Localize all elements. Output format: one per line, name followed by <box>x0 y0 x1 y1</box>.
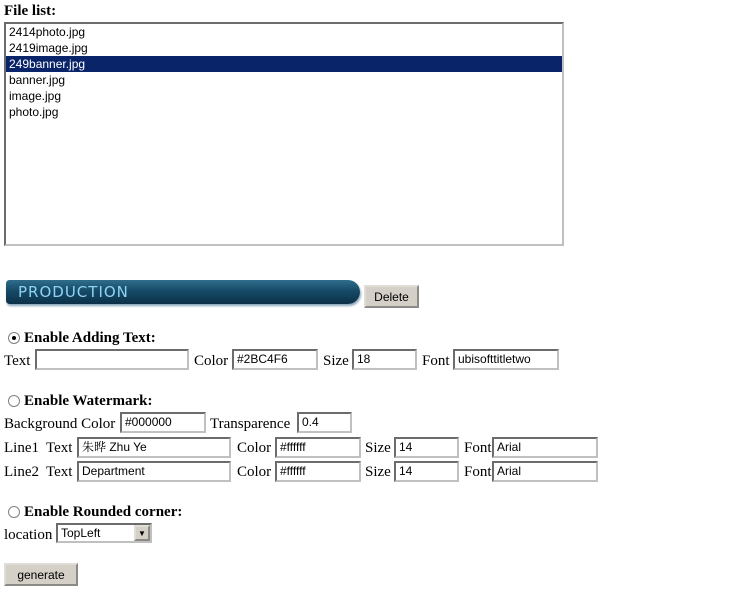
list-item-selected[interactable]: 249banner.jpg <box>6 56 562 72</box>
add-text-color-input[interactable]: #2BC4F6 <box>232 349 318 370</box>
line2-text-input[interactable]: Department <box>77 461 231 482</box>
line1-text-label: Text <box>46 440 73 456</box>
line1-color-input[interactable]: #ffffff <box>275 437 361 458</box>
add-text-heading: Enable Adding Text: <box>24 330 156 346</box>
production-banner: PRODUCTION <box>6 280 360 304</box>
watermark-heading: Enable Watermark: <box>24 393 153 409</box>
line1-color-label: Color <box>237 440 272 456</box>
file-listbox[interactable] <box>4 22 564 246</box>
line2-font-label: Font <box>464 464 492 480</box>
add-text-font-input[interactable]: ubisofttitletwo <box>453 349 559 370</box>
line2-font-input[interactable]: Arial <box>492 461 598 482</box>
line2-text-label: Text <box>46 464 73 480</box>
line1-font-label: Font <box>464 440 492 456</box>
line1-label: Line1 <box>4 440 39 456</box>
add-text-radio[interactable] <box>8 332 20 344</box>
line2-size-label: Size <box>365 464 391 480</box>
watermark-transparence-label: Transparence <box>210 416 291 432</box>
add-text-size-input[interactable]: 18 <box>352 349 417 370</box>
line1-size-input[interactable]: 14 <box>394 437 459 458</box>
line2-size-input[interactable]: 14 <box>394 461 459 482</box>
line2-color-input[interactable]: #ffffff <box>275 461 361 482</box>
file-list-label: File list: <box>4 3 57 19</box>
delete-button[interactable]: Delete <box>364 285 419 308</box>
watermark-radio[interactable] <box>8 395 20 407</box>
list-item[interactable]: photo.jpg <box>9 105 59 119</box>
list-item[interactable]: banner.jpg <box>9 73 66 87</box>
rounded-heading: Enable Rounded corner: <box>24 504 183 520</box>
list-item[interactable]: 2414photo.jpg <box>9 25 86 39</box>
location-select[interactable] <box>56 523 152 543</box>
rounded-radio[interactable] <box>8 506 20 518</box>
add-text-color-label: Color <box>194 353 229 369</box>
location-select-value: TopLeft <box>61 526 101 540</box>
location-label: location <box>4 527 53 543</box>
chevron-down-icon[interactable]: ▼ <box>134 525 150 541</box>
add-text-text-input[interactable] <box>35 349 189 370</box>
line2-label: Line2 <box>4 464 39 480</box>
watermark-bg-input[interactable]: #000000 <box>120 412 206 433</box>
list-item[interactable]: 2419image.jpg <box>9 41 88 55</box>
watermark-transparence-input[interactable]: 0.4 <box>297 412 352 433</box>
line2-color-label: Color <box>237 464 272 480</box>
line1-text-input[interactable]: 朱晔 Zhu Ye <box>77 437 231 458</box>
list-item[interactable]: image.jpg <box>9 89 62 103</box>
line1-font-input[interactable]: Arial <box>492 437 598 458</box>
add-text-text-label: Text <box>4 353 31 369</box>
watermark-bg-label: Background Color <box>4 416 116 432</box>
add-text-font-label: Font <box>422 353 450 369</box>
add-text-size-label: Size <box>323 353 349 369</box>
generate-button[interactable]: generate <box>4 563 78 586</box>
line1-size-label: Size <box>365 440 391 456</box>
